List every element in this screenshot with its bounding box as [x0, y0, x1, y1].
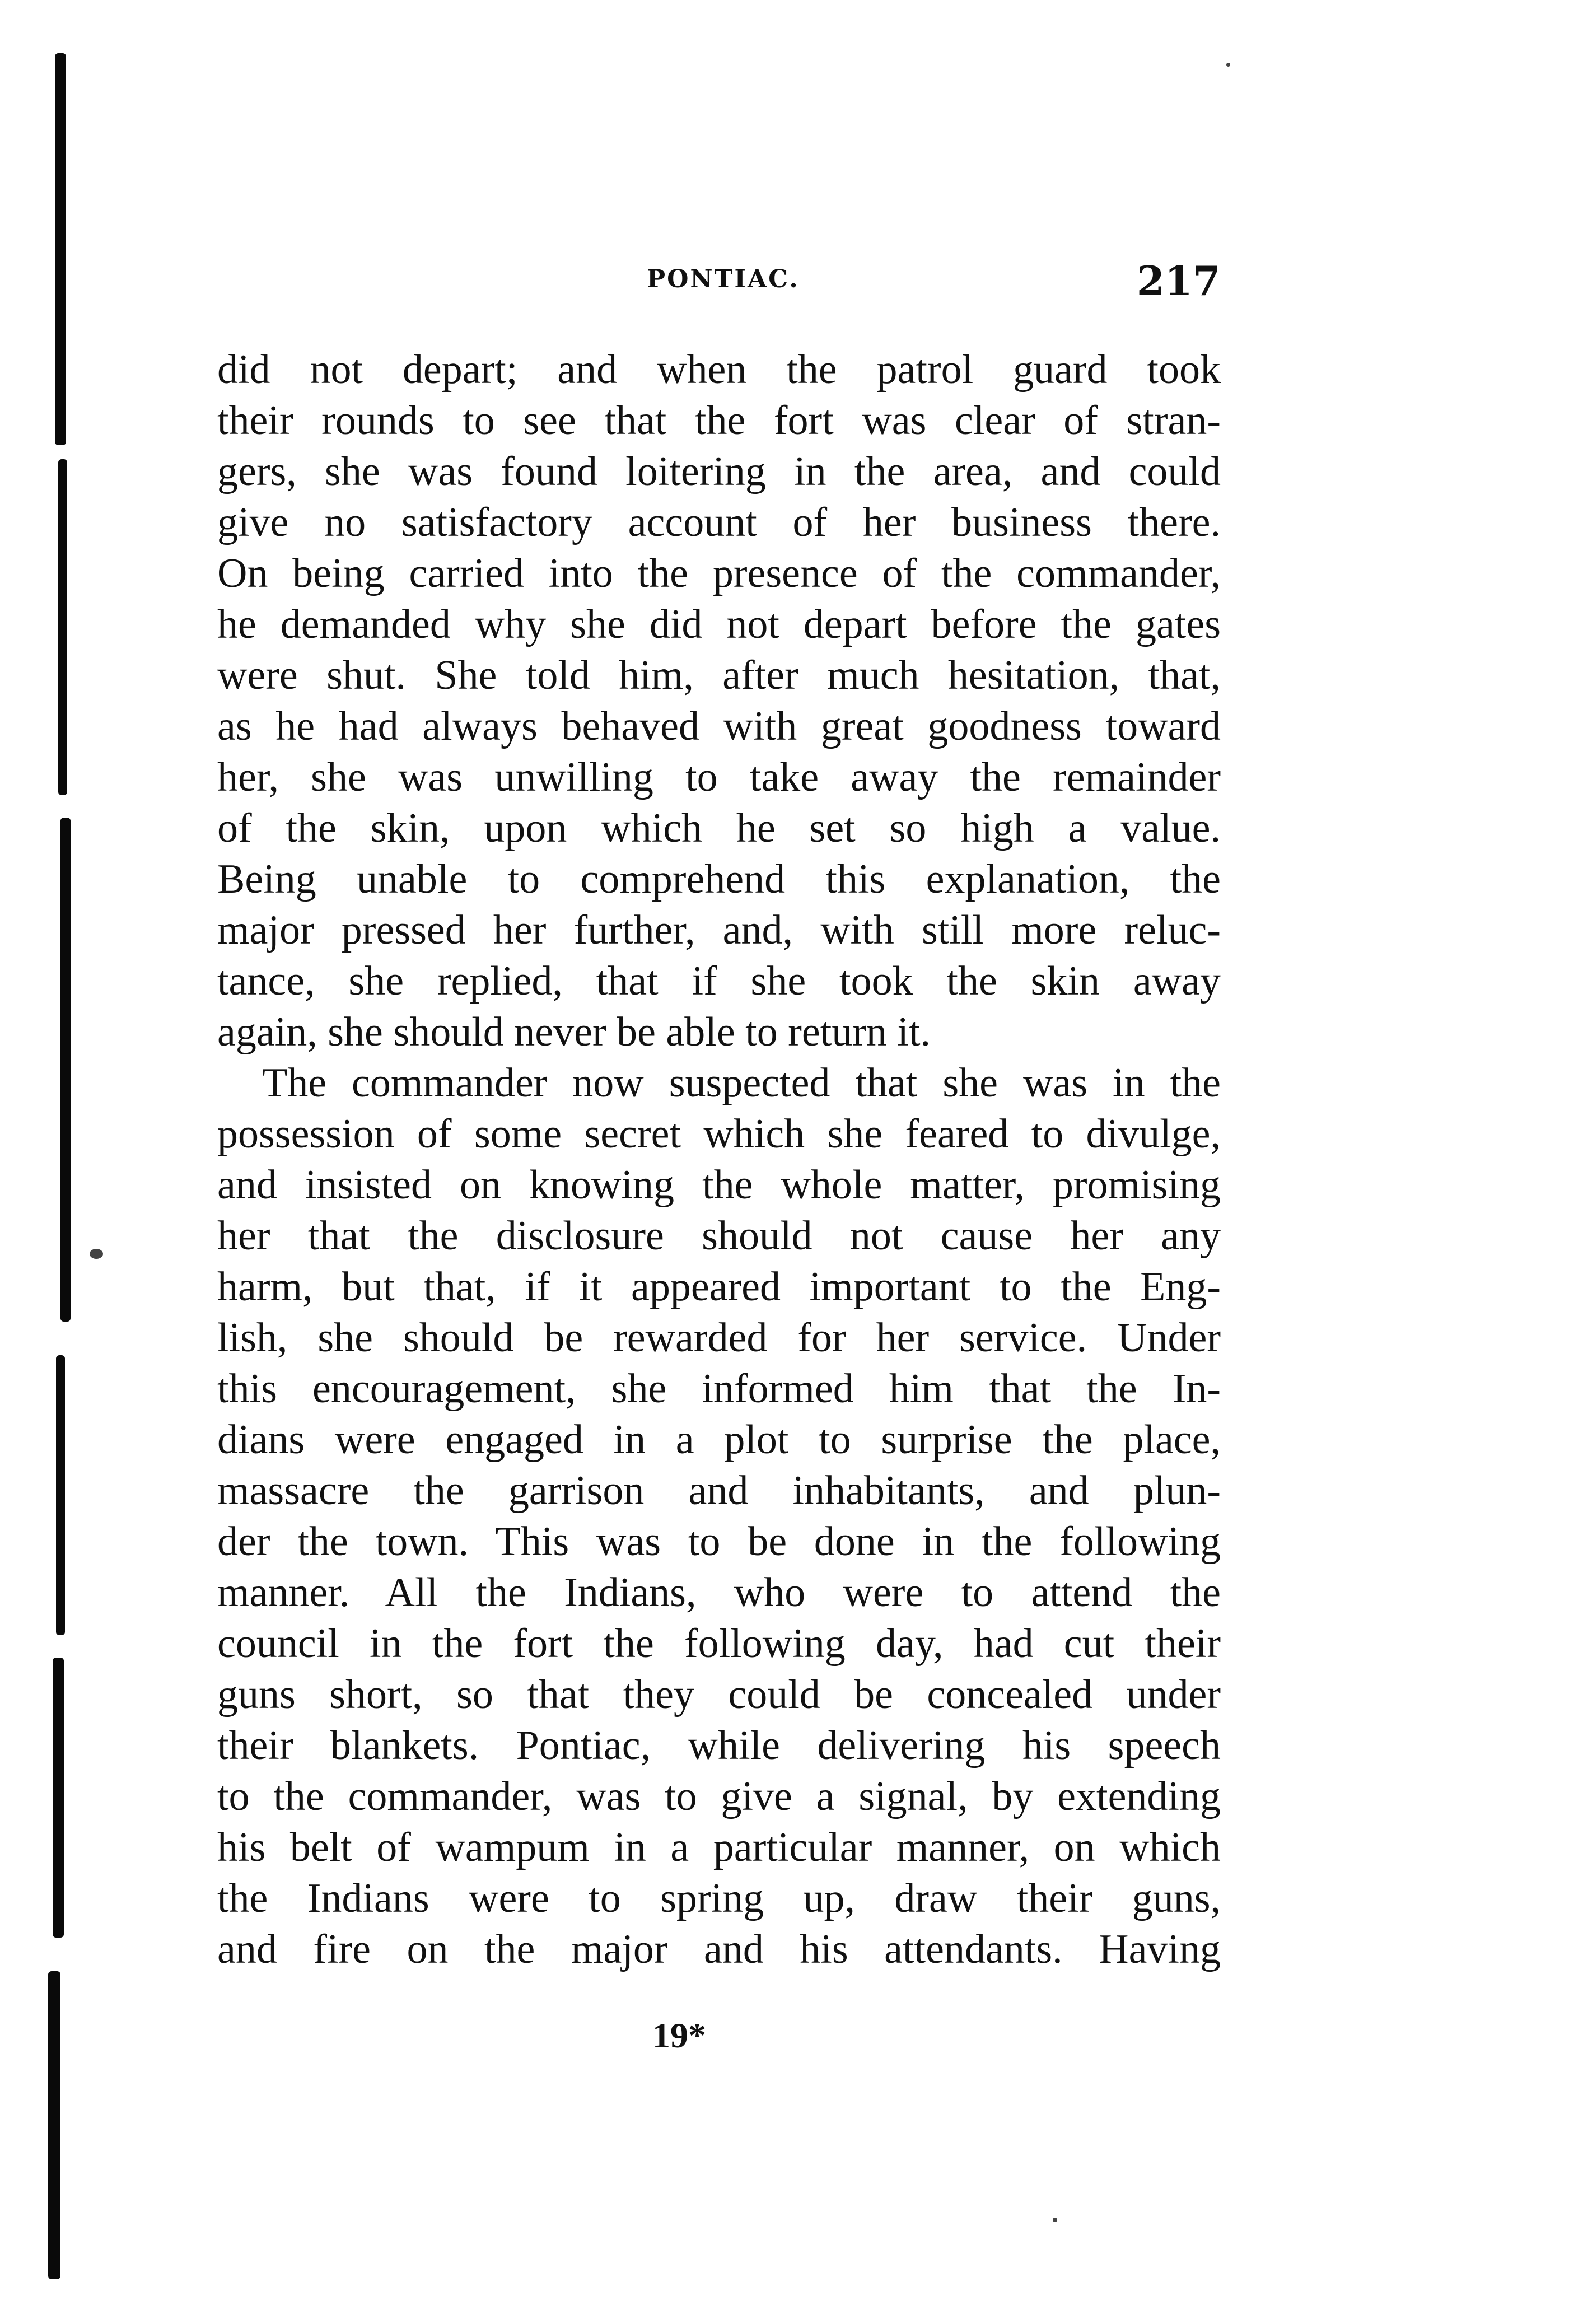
text-line: to the commander, was to give a signal, by extending — [217, 1774, 1221, 1819]
scan-edge-shadow — [48, 1971, 60, 2279]
running-head: PONTIAC. — [647, 265, 800, 293]
scan-edge-shadow — [58, 459, 67, 795]
text-line: gers, she was found loitering in the area, and could — [217, 449, 1221, 494]
text-line: and insisted on knowing the whole matter, promising — [217, 1162, 1221, 1208]
text-line: as he had always behaved with great goodness toward — [217, 703, 1221, 749]
scan-edge-shadow — [55, 53, 66, 445]
text-line: he demanded why she did not depart before the gates — [217, 601, 1221, 647]
text-line: her, she was unwilling to take away the remainder — [217, 754, 1221, 800]
text-line: The commander now suspected that she was in the — [262, 1060, 1221, 1106]
text-line: the Indians were to spring up, draw their guns, — [217, 1875, 1221, 1921]
text-line: tance, she replied, that if she took the skin away — [217, 958, 1221, 1004]
text-line: give no satisfactory account of her business there. — [217, 500, 1221, 545]
ink-speck — [1053, 2218, 1057, 2222]
text-line: were shut. She told him, after much hesitation, that, — [217, 652, 1221, 698]
page-header — [218, 257, 1221, 305]
text-line: council in the fort the following day, had cut their — [217, 1621, 1221, 1667]
text-line: On being carried into the presence of the commander, — [217, 550, 1221, 596]
scan-edge-shadow — [56, 1355, 65, 1635]
text-line: massacre the garrison and inhabitants, and plun- — [217, 1468, 1221, 1514]
text-line: harm, but that, if it appeared important to the Eng- — [217, 1264, 1221, 1310]
text-line: lish, she should be rewarded for her service. Under — [217, 1315, 1221, 1361]
paragraph — [217, 344, 1221, 1058]
ink-speck — [1226, 63, 1230, 67]
scan-edge-shadow — [53, 1658, 64, 1938]
text-line: their blankets. Pontiac, while delivering his speech — [217, 1723, 1221, 1768]
text-line: their rounds to see that the fort was clear of stran- — [217, 398, 1221, 444]
text-line: her that the disclosure should not cause her any — [217, 1213, 1221, 1259]
body-text — [217, 344, 1221, 1975]
ink-speck — [90, 1249, 103, 1259]
text-line: guns short, so that they could be concealed under — [217, 1672, 1221, 1718]
text-line: dians were engaged in a plot to surprise the place, — [217, 1417, 1221, 1463]
page-number: 217 — [1136, 257, 1221, 305]
text-line: manner. All the Indians, who were to attend the — [217, 1570, 1221, 1616]
text-line: Being unable to comprehend this explanation, the — [217, 856, 1221, 902]
text-line: major pressed her further, and, with still more reluc- — [217, 907, 1221, 953]
text-line: of the skin, upon which he set so high a value. — [217, 805, 1221, 851]
text-line: again, she should never be able to return it. — [217, 1009, 931, 1055]
text-line: der the town. This was to be done in the following — [217, 1519, 1221, 1565]
paragraph — [217, 1058, 1221, 1975]
signature-mark: 19* — [652, 2015, 706, 2055]
text-line: this encouragement, she informed him that the In- — [217, 1366, 1221, 1412]
scan-edge-shadow — [60, 818, 71, 1322]
text-line: possession of some secret which she feared to divulge, — [217, 1111, 1221, 1157]
text-line: and fire on the major and his attendants. Having — [217, 1926, 1221, 1972]
text-line: did not depart; and when the patrol guard took — [217, 347, 1221, 393]
text-line: his belt of wampum in a particular manner, on which — [217, 1824, 1221, 1870]
